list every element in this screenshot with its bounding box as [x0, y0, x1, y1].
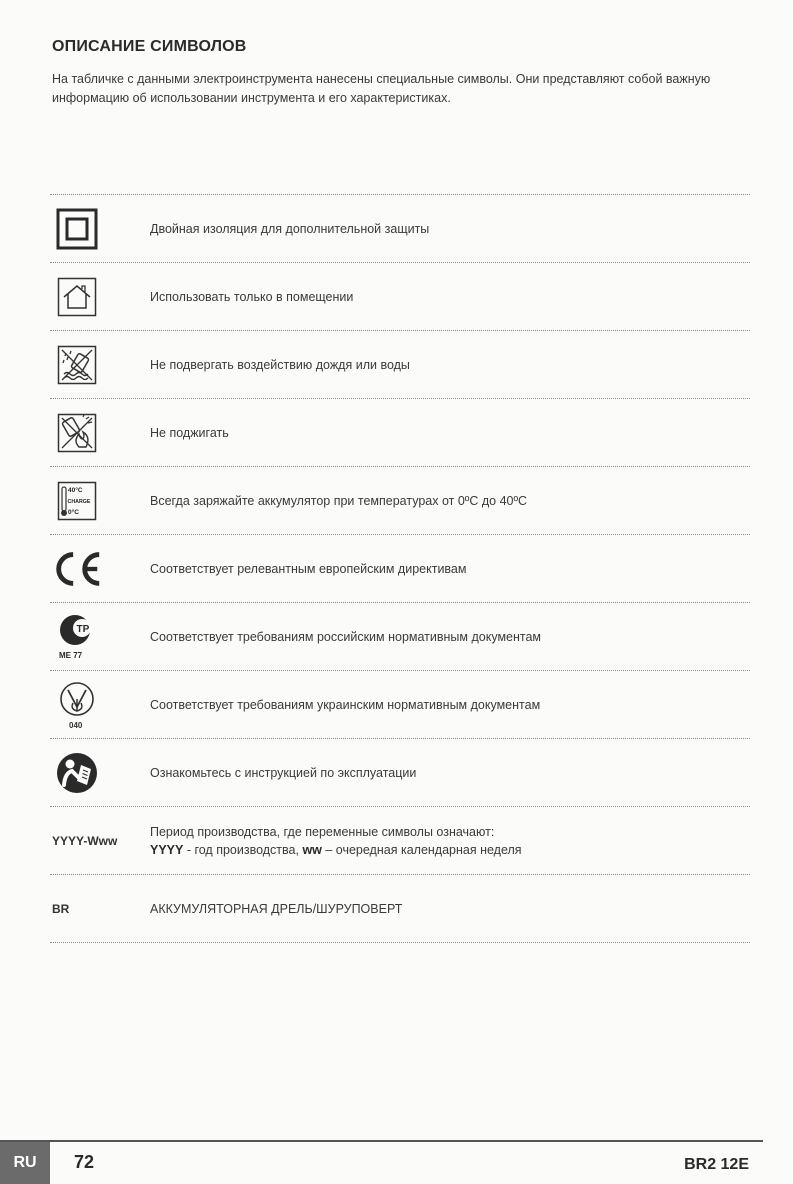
symbol-description: Использовать только в помещении [150, 289, 354, 304]
symbol-description: Соответствует релевантным европейским директивам [150, 561, 467, 576]
symbols-table [50, 194, 750, 943]
charge-temp-min-label: 0°C [68, 508, 79, 516]
symbol-description: Всегда заряжайте аккумулятор при температурах от 0ºС до 40ºС [150, 493, 528, 508]
page-title: ОПИСАНИЕ СИМВОЛОВ [52, 38, 247, 55]
symbol-description: Соответствует требованиям украинским нормативным документам [150, 697, 541, 712]
symbol-row [50, 738, 750, 806]
charge-temperature-icon [57, 481, 97, 521]
gost-r-code-label: ME 77 [59, 650, 83, 660]
no-rain-icon [57, 345, 97, 385]
symbol-row [50, 262, 750, 330]
symbol-row [50, 194, 750, 262]
production-period-code: YYYY-Www [52, 833, 118, 848]
indoor-use-icon [57, 277, 97, 317]
symbol-row [50, 874, 750, 943]
symbol-row [50, 670, 750, 738]
gost-r-mark-icon [53, 612, 101, 662]
symbol-description-detail: YYYY - год производства, ww – очередная календарная неделя [150, 842, 522, 857]
symbol-description: Не поджигать [150, 425, 229, 440]
double-insulation-icon [56, 208, 98, 250]
page-number: 72 [74, 1152, 95, 1172]
model-name: BR2 12E [684, 1156, 749, 1173]
symbol-row [50, 806, 750, 874]
no-fire-icon [57, 413, 97, 453]
symbol-description: Период производства, где переменные символы означают: [150, 824, 495, 839]
symbol-row [50, 398, 750, 466]
symbol-description: АККУМУЛЯТОРНАЯ ДРЕЛЬ/ШУРУПОВЕРТ [150, 901, 403, 916]
language-badge: RU [0, 1142, 50, 1184]
symbol-description: Двойная изоляция для дополнительной защиты [150, 221, 430, 236]
ce-mark-icon [50, 549, 104, 589]
symbol-row [50, 534, 750, 602]
symbol-row [50, 602, 750, 670]
model-code: BR [52, 901, 70, 916]
symbol-row [50, 466, 750, 534]
charge-label: CHARGE [67, 498, 91, 505]
symbol-description: Не подвергать воздействию дождя или воды [150, 357, 410, 372]
read-manual-icon [55, 751, 99, 795]
symbol-description: Соответствует требованиям российским нормативным документам [150, 629, 542, 644]
footer-divider [0, 1140, 763, 1142]
intro-paragraph: На табличке с данными электроинструмента нанесены специальные символы. Они представляют собой важную информацию об использовании инструмента и его характеристиках. [52, 72, 711, 105]
charge-temp-max-label: 40°C [68, 486, 83, 494]
gost-r-mark-letters: ТР [76, 623, 90, 635]
symbol-description: Ознакомьтесь с инструкцией по эксплуатации [150, 765, 417, 780]
ukraine-mark-icon [54, 679, 100, 731]
ukraine-code-label: 040 [69, 720, 83, 730]
symbol-row [50, 330, 750, 398]
